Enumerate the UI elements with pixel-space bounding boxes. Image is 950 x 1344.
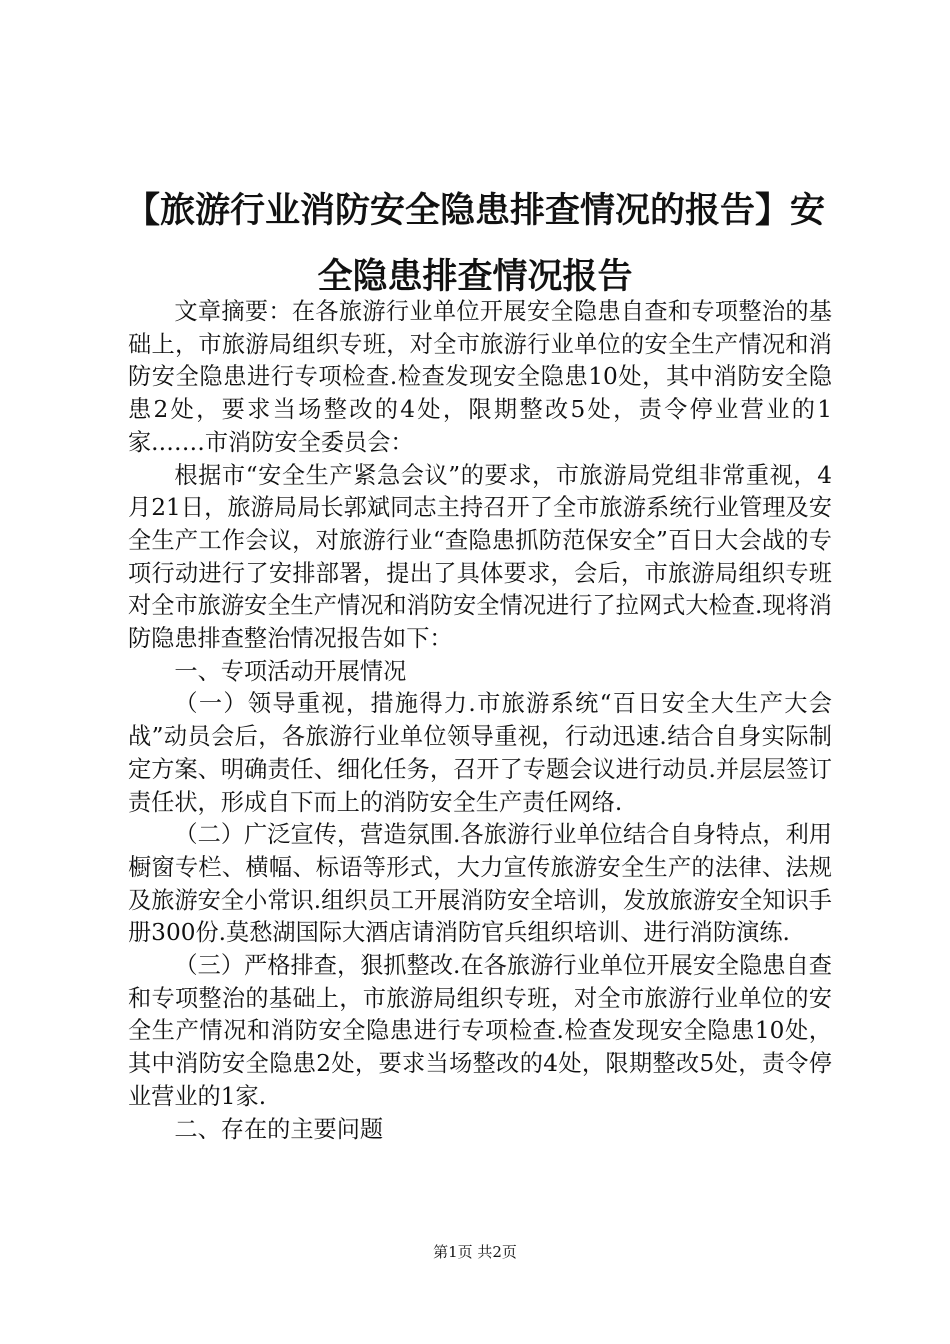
paragraph-item-2: （二）广泛宣传，营造氛围.各旅游行业单位结合自身特点，利用橱窗专栏、横幅、标语等形式，大力宣传旅游安全生产的法律、法规及旅游安全小常识.组织员工开展消防安全培训，发放旅游安全知识手册300份.莫愁湖国际大酒店请消防官兵组织培训、进行消防演练. bbox=[128, 821, 832, 947]
section-heading-2: 二、存在的主要问题 bbox=[174, 1115, 384, 1143]
paragraph-item-1: （一）领导重视，措施得力.市旅游系统“百日安全大生产大会战”动员会后，各旅游行业单位领导重视，行动迅速.结合自身实际制定方案、明确责任、细化任务，召开了专题会议进行动员.并层层签订责任状，形成自下而上的消防安全生产责任网络. bbox=[128, 690, 832, 816]
document-body bbox=[128, 296, 832, 1146]
page-footer: 第1页 共2页 bbox=[433, 1243, 517, 1261]
paragraph-abstract: 文章摘要：在各旅游行业单位开展安全隐患自查和专项整治的基础上，市旅游局组织专班，对全市旅游行业单位的安全生产情况和消防安全隐患进行专项检查.检查发现安全隐患10处，其中消防安全隐患2处，要求当场整改的4处，限期整改5处，责令停业营业的1家.……市消防安全委员会： bbox=[128, 298, 832, 456]
section-heading-1: 一、专项活动开展情况 bbox=[174, 657, 407, 685]
document-title: 【旅游行业消防安全隐患排查情况的报告】安全隐患排查情况报告 bbox=[124, 191, 825, 297]
paragraph-item-3: （三）严格排查，狠抓整改.在各旅游行业单位开展安全隐患自查和专项整治的基础上，市旅游局组织专班，对全市旅游行业单位的安全生产情况和消防安全隐患进行专项检查.检查发现安全隐患10处，其中消防安全隐患2处，要求当场整改的4处，限期整改5处，责令停业营业的1家. bbox=[128, 952, 832, 1110]
paragraph-intro: 根据市“安全生产紧急会议”的要求，市旅游局党组非常重视，4月21日，旅游局局长郭斌同志主持召开了全市旅游系统行业管理及安全生产工作会议，对旅游行业“查隐患抓防范保安全”百日大会战的专项行动进行了安排部署，提出了具体要求，会后，市旅游局组织专班对全市旅游安全生产情况和消防安全情况进行了拉网式大检查.现将消防隐患排查整治情况报告如下： bbox=[128, 461, 832, 653]
